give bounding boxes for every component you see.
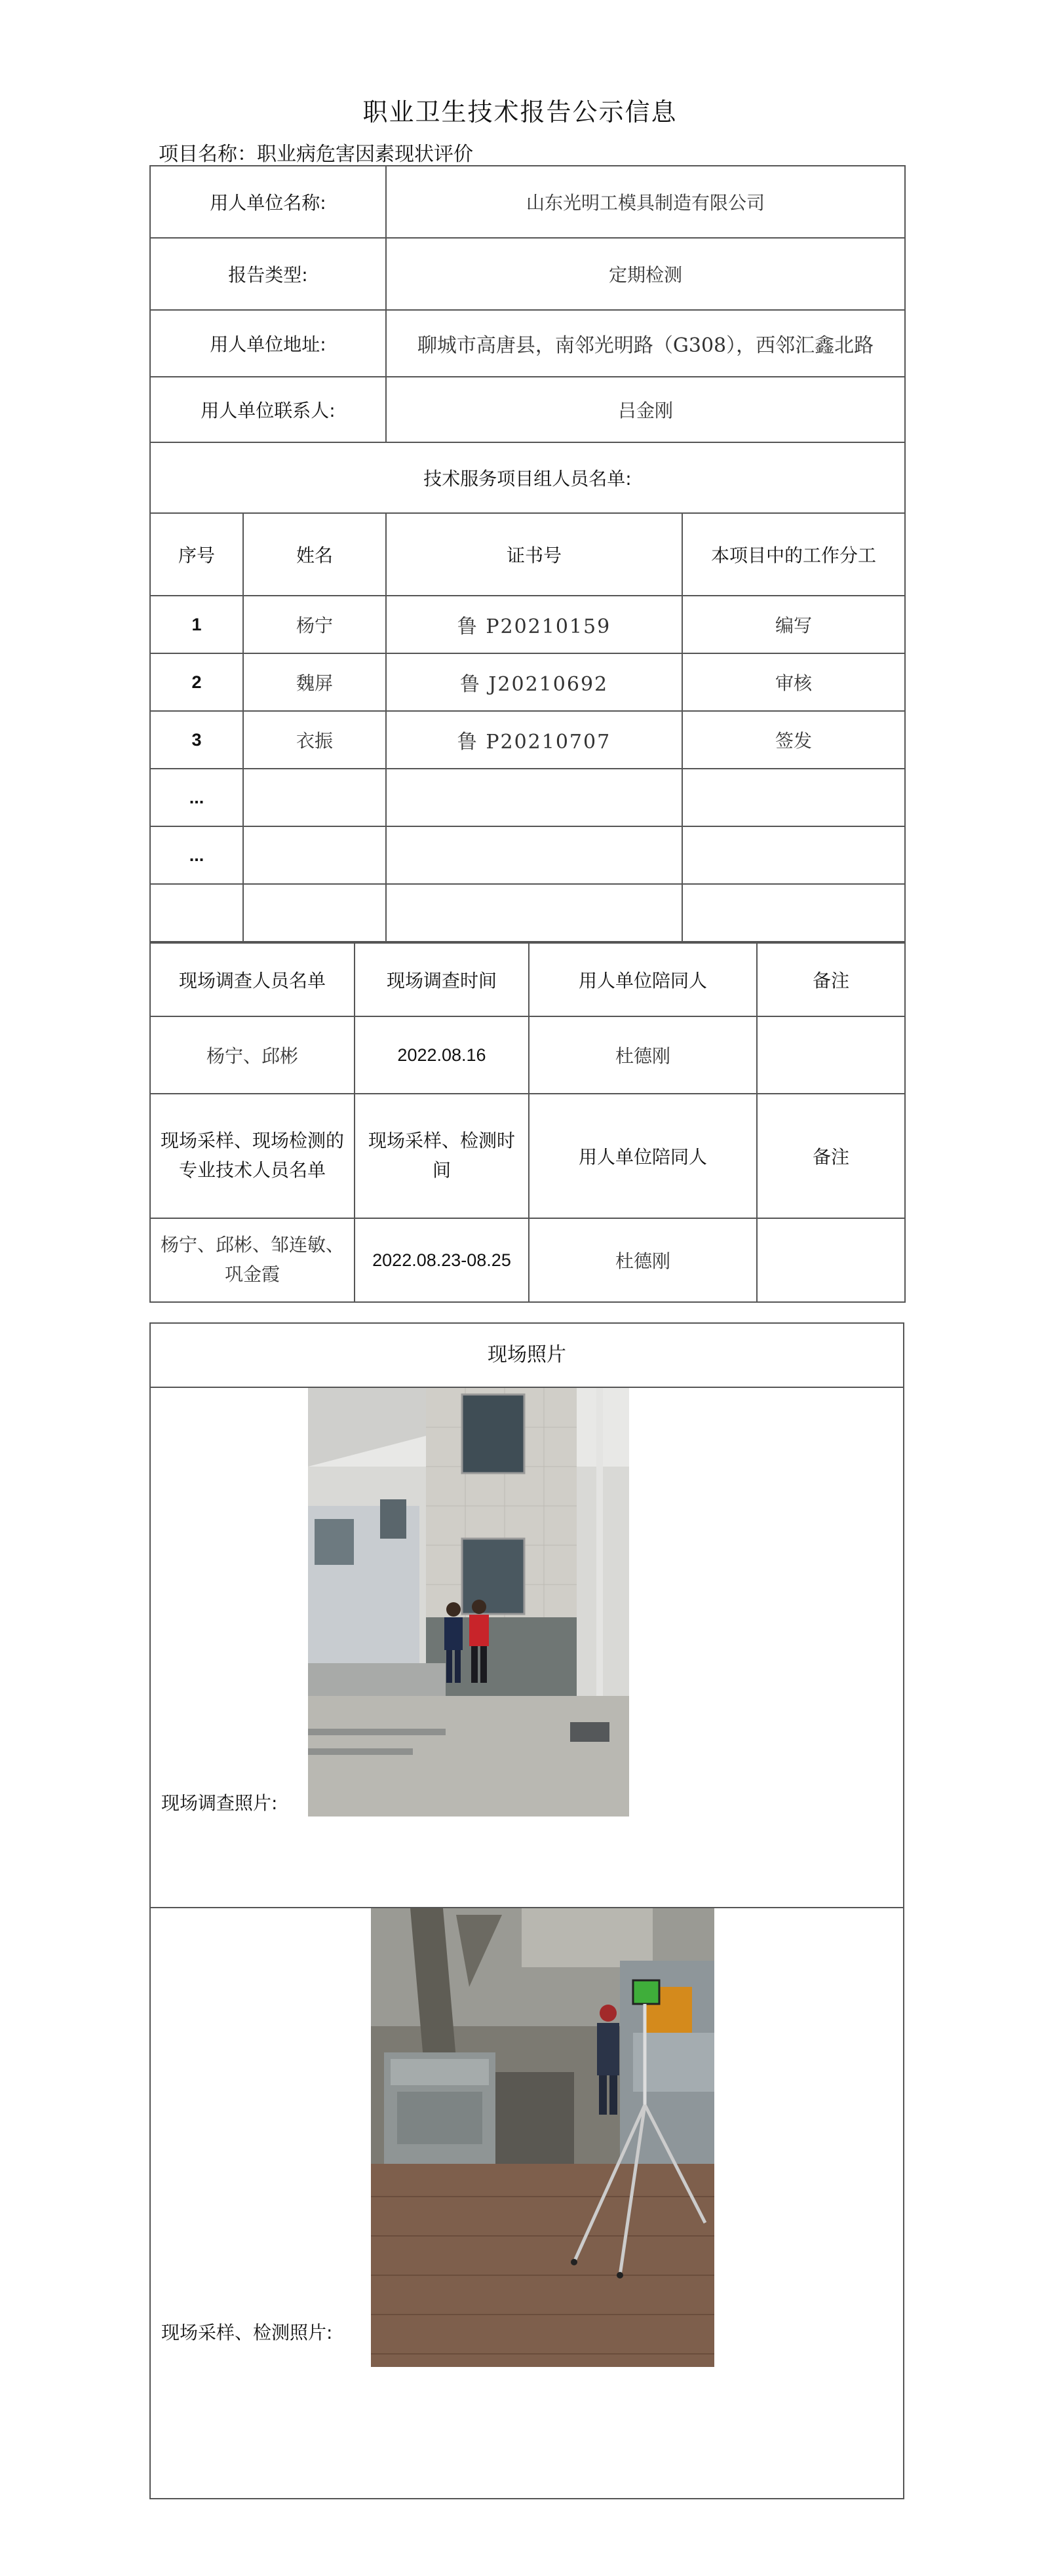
row-role: 审核 xyxy=(682,653,905,711)
sampling-header-escort: 用人单位陪同人 xyxy=(529,1094,757,1218)
unit-name-label: 用人单位名称: xyxy=(150,166,386,238)
sampling-time: 2022.08.23-08.25 xyxy=(355,1218,529,1302)
sampling-photo xyxy=(371,1908,714,2367)
table-row xyxy=(150,711,905,769)
row-name xyxy=(243,884,386,942)
survey-header-time: 现场调查时间 xyxy=(355,943,529,1016)
row-cert: 鲁 P20210159 xyxy=(386,596,682,653)
row-name: 魏屏 xyxy=(243,653,386,711)
survey-photo-caption: 现场调查照片: xyxy=(161,1792,278,1814)
row-role xyxy=(682,769,905,826)
team-header-index: 序号 xyxy=(150,513,243,596)
sampling-header-staff: 现场采样、现场检测的专业技术人员名单 xyxy=(150,1094,355,1218)
row-role: 编写 xyxy=(682,596,905,653)
report-info-table xyxy=(149,165,906,942)
sampling-note xyxy=(757,1218,905,1302)
table-row xyxy=(150,769,905,826)
row-index: ... xyxy=(150,826,243,884)
survey-staff: 杨宁、邱彬 xyxy=(150,1016,355,1094)
address-value: 聊城市高唐县，南邻光明路（G308），西邻汇鑫北路 xyxy=(386,310,905,377)
row-index: 1 xyxy=(150,596,243,653)
table-row xyxy=(150,826,905,884)
team-header-cert: 证书号 xyxy=(386,513,682,596)
survey-header-note: 备注 xyxy=(757,943,905,1016)
row-role xyxy=(682,826,905,884)
table-row xyxy=(150,596,905,653)
row-cert xyxy=(386,826,682,884)
table-row xyxy=(150,884,905,942)
row-cert: 鲁 J20210692 xyxy=(386,653,682,711)
survey-time: 2022.08.16 xyxy=(355,1016,529,1094)
address-label: 用人单位地址: xyxy=(150,310,386,377)
row-index xyxy=(150,884,243,942)
table-row xyxy=(150,1218,905,1302)
survey-escort: 杜德刚 xyxy=(529,1016,757,1094)
sampling-escort: 杜德刚 xyxy=(529,1218,757,1302)
row-cert: 鲁 P20210707 xyxy=(386,711,682,769)
survey-note xyxy=(757,1016,905,1094)
sampling-header-time: 现场采样、检测时间 xyxy=(355,1094,529,1218)
row-name: 杨宁 xyxy=(243,596,386,653)
row-role: 签发 xyxy=(682,711,905,769)
survey-photo xyxy=(308,1388,629,1817)
contact-label: 用人单位联系人: xyxy=(150,377,386,442)
table-row xyxy=(150,653,905,711)
survey-header-staff: 现场调查人员名单 xyxy=(150,943,355,1016)
sampling-header-note: 备注 xyxy=(757,1094,905,1218)
survey-header-escort: 用人单位陪同人 xyxy=(529,943,757,1016)
row-index: ... xyxy=(150,769,243,826)
sampling-staff: 杨宁、邱彬、邹连敏、巩金霞 xyxy=(150,1218,355,1302)
contact-value: 吕金刚 xyxy=(386,377,905,442)
report-type-label: 报告类型: xyxy=(150,238,386,310)
unit-name-value: 山东光明工模具制造有限公司 xyxy=(386,166,905,238)
row-index: 2 xyxy=(150,653,243,711)
sampling-photo-caption: 现场采样、检测照片: xyxy=(161,2322,333,2343)
row-cert xyxy=(386,769,682,826)
row-role xyxy=(682,884,905,942)
row-index: 3 xyxy=(150,711,243,769)
row-name xyxy=(243,769,386,826)
report-type-value: 定期检测 xyxy=(386,238,905,310)
fieldwork-table xyxy=(149,942,906,1303)
row-name xyxy=(243,826,386,884)
site-photos-section xyxy=(149,1322,904,2499)
table-row xyxy=(150,1016,905,1094)
team-header-role: 本项目中的工作分工 xyxy=(682,513,905,596)
page-title: 职业卫生技术报告公示信息 xyxy=(362,98,678,126)
project-name: 项目名称：职业病危害因素现状评价 xyxy=(159,143,473,166)
row-name: 衣振 xyxy=(243,711,386,769)
team-heading: 技术服务项目组人员名单: xyxy=(150,442,905,513)
row-cert xyxy=(386,884,682,942)
team-header-name: 姓名 xyxy=(243,513,386,596)
photos-heading: 现场照片 xyxy=(151,1324,903,1388)
